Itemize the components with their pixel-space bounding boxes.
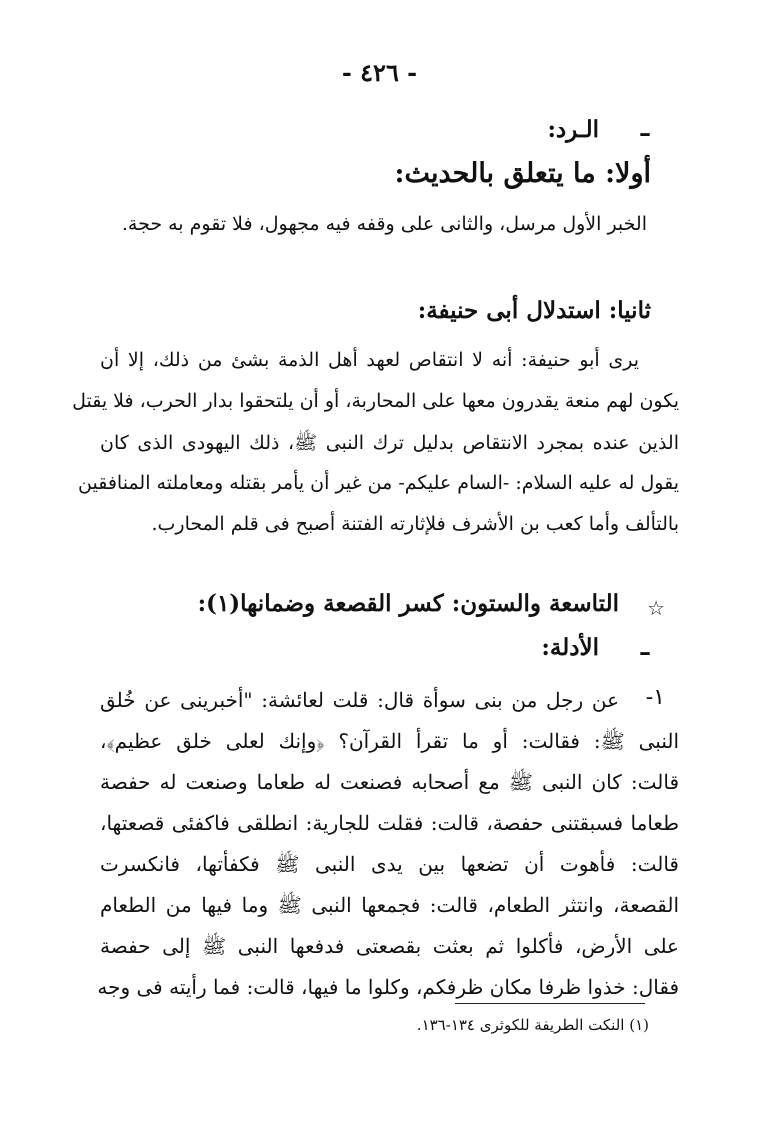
item-line-2: النبى ﷺ: فقالت: أو ما تقرأ القرآن؟ ﴿وإنك لعلى خلق عظيم﴾،	[100, 729, 679, 753]
evidence-dash: –	[639, 637, 651, 666]
page-number: - ٤٢٦ -	[341, 58, 418, 87]
footnote-divider	[455, 1003, 645, 1004]
first-text: الخبر الأول مرسل، والثانى على وقفه فيه مجهول، فلا تقوم به حجة.	[121, 213, 647, 235]
first-heading: أولا: ما يتعلق بالحديث:	[394, 158, 651, 189]
item-number: ١-	[645, 685, 665, 710]
second-line-3: الذين عنده بمجرد الانتقاص بدليل ترك النبى ﷺ، ذلك اليهودى الذى كان	[100, 432, 679, 454]
item-line-4: طعاما فسبقتنى حفصة، قالت: فقلت للجارية: انطلقى فاكفئى قصعتها،	[100, 811, 679, 835]
reply-heading: الـرد:	[547, 116, 599, 143]
second-line-2: يكون لهم منعة يقدرون معها على المحاربة، أو أن يلتحقوا بدار الحرب، فلا يقتل	[72, 390, 679, 412]
issue-heading: التاسعة والستون: كسر القصعة وضمانها(١):	[197, 590, 619, 617]
item-line-3: قالت: كان النبى ﷺ مع أصحابه فصنعت له طعاما وصنعت له حفصة	[100, 770, 679, 794]
reply-dash: –	[639, 118, 651, 147]
second-line-5: بالتألف وأما كعب بن الأشرف فلإثارته الفتنة أصبح فى قلم المحارب.	[151, 513, 679, 535]
second-line-1: يرى أبو حنيفة: أنه لا انتقاص لعهد أهل الذمة بشئ من ذلك، إلا أن	[100, 349, 639, 371]
star-icon: ☆	[647, 596, 665, 620]
second-line-4: يقول له عليه السلام: -السام عليكم- من غير أن يأمر بقتله ومعاملته المنافقين	[78, 472, 679, 494]
item-line-7: على الأرض، فأكلوا ثم بعثت بقصعتى فدفعها النبى ﷺ إلى حفصة	[100, 934, 679, 958]
second-heading: ثانيا: استدلال أبى حنيفة:	[417, 297, 651, 324]
item-line-1: عن رجل من بنى سوأة قال: قلت لعائشة: "أخبرينى عن خُلق	[100, 688, 619, 712]
item-line-8: فقال: خذوا ظرفا مكان ظرفكم، وكلوا ما فيها، قالت: فما رأيته فى وجه	[97, 975, 679, 999]
footnote: (١) النكت الطريفة للكوثرى ١٣٤-١٣٦.	[416, 1016, 649, 1034]
evidence-heading: الأدلة:	[541, 634, 599, 661]
item-line-5: قالت: فأهوت أن تضعها بين يدى النبى ﷺ فكفأتها، فانكسرت	[100, 852, 679, 876]
item-line-6: القصعة، وانتثر الطعام، قالت: فجمعها النبى ﷺ وما فيها من الطعام	[100, 893, 679, 917]
